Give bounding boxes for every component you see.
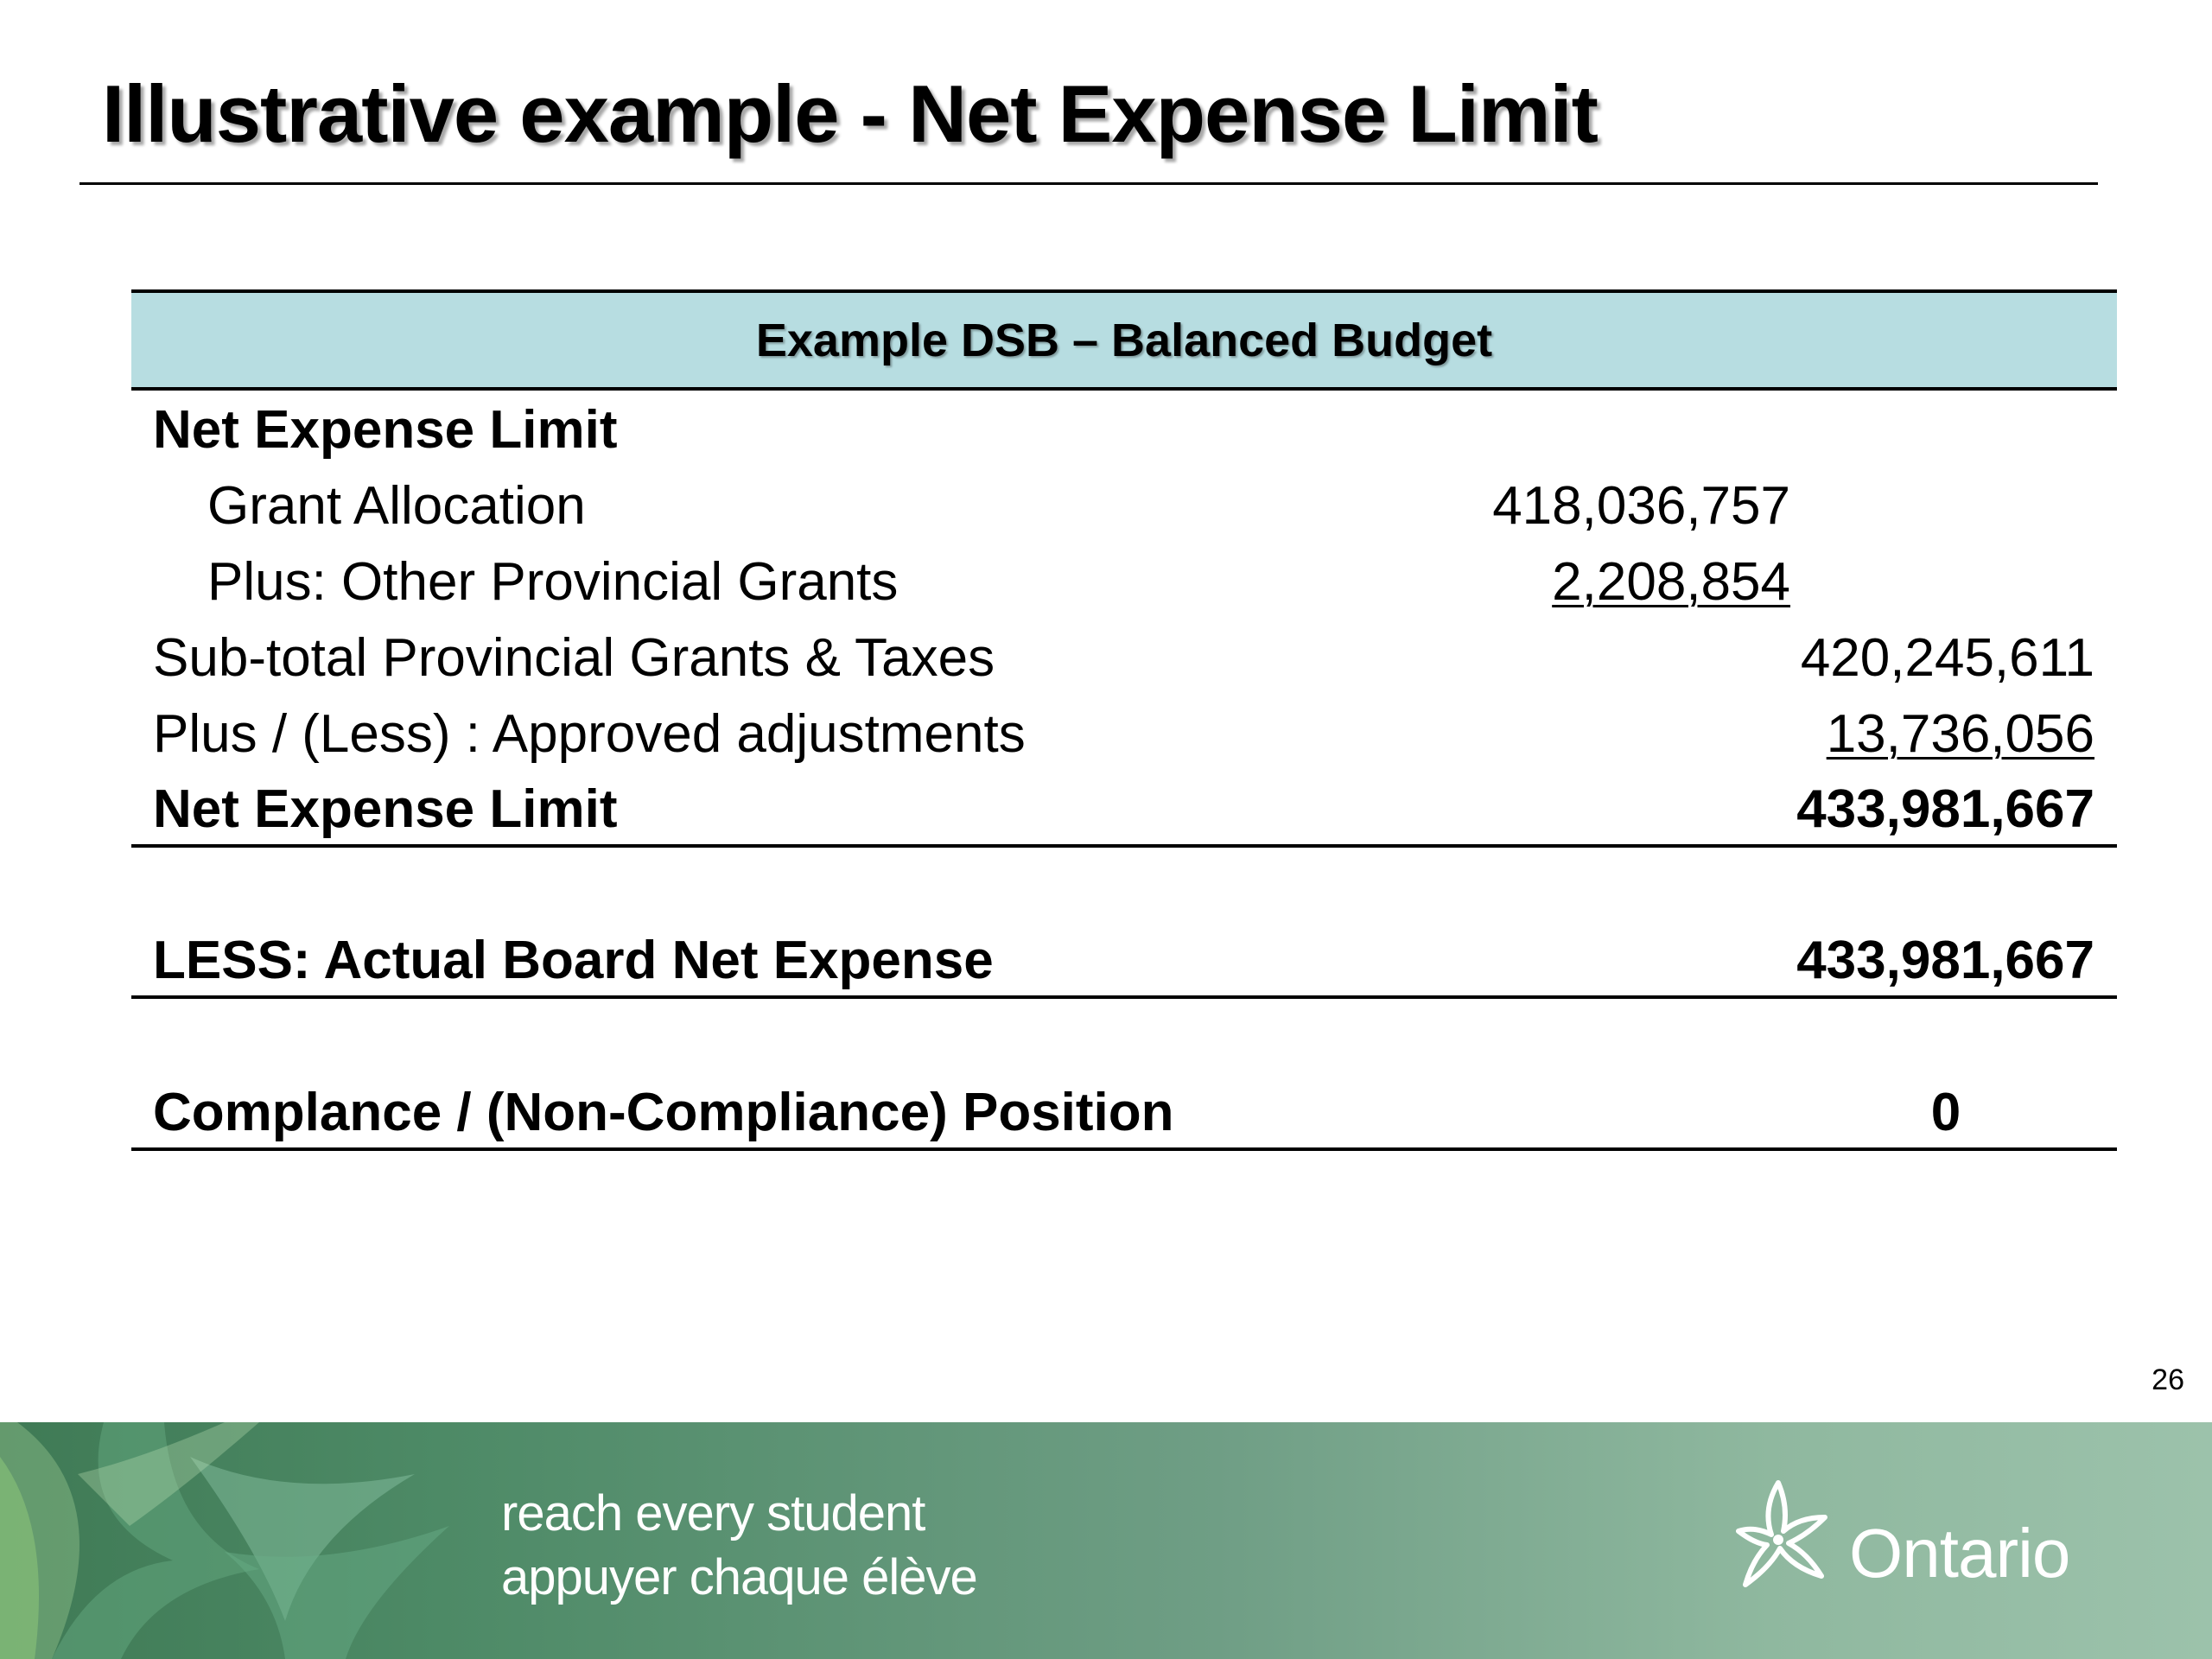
table-row xyxy=(131,392,2117,468)
row-divider xyxy=(131,995,2117,999)
row-label-grant-allocation: Grant Allocation xyxy=(207,476,586,536)
table-row xyxy=(131,544,2117,620)
row-label-subtotal: Sub-total Provincial Grants & Taxes xyxy=(153,628,995,688)
table-row xyxy=(131,1075,2117,1151)
amount-subtotal: 420,245,611 xyxy=(1800,628,2094,688)
page-number: 26 xyxy=(2152,1363,2184,1396)
amount-other-provincial-grants: 2,208,854 xyxy=(1552,552,1790,612)
row-divider xyxy=(131,1147,2117,1151)
row-label-approved-adjustments: Plus / (Less) : Approved adjustments xyxy=(153,704,1026,764)
trillium-icon xyxy=(1728,1474,1832,1595)
table-row xyxy=(131,923,2117,999)
slide-title: Illustrative example - Net Expense Limit xyxy=(102,68,1598,159)
tagline-english: reach every student xyxy=(501,1485,925,1541)
amount-net-expense-limit: 433,981,667 xyxy=(1796,779,2094,839)
ontario-wordmark: Ontario xyxy=(1849,1515,2070,1592)
amount-grant-allocation: 418,036,757 xyxy=(1492,476,1790,536)
tagline-french: appuyer chaque élève xyxy=(501,1549,977,1605)
row-label-compliance-position: Complance / (Non-Compliance) Position xyxy=(153,1083,1174,1142)
title-divider xyxy=(79,182,2098,185)
decorative-leaf-art xyxy=(0,1422,484,1659)
footer-band xyxy=(0,1422,2212,1659)
row-label-net-expense-limit-total: Net Expense Limit xyxy=(153,779,618,839)
table-row xyxy=(131,772,2117,848)
table-row xyxy=(131,620,2117,696)
row-label-net-expense-limit-heading: Net Expense Limit xyxy=(153,400,618,460)
row-label-actual-board-net-expense: LESS: Actual Board Net Expense xyxy=(153,931,994,990)
table-row xyxy=(131,468,2117,544)
amount-compliance-position: 0 xyxy=(1930,1083,1961,1142)
table-header: Example DSB – Balanced Budget xyxy=(131,289,2117,391)
amount-approved-adjustments: 13,736,056 xyxy=(1826,704,2094,764)
row-label-other-provincial-grants: Plus: Other Provincial Grants xyxy=(207,552,899,612)
amount-actual-board-net-expense: 433,981,667 xyxy=(1796,931,2094,990)
table-row xyxy=(131,696,2117,772)
row-divider xyxy=(131,844,2117,848)
